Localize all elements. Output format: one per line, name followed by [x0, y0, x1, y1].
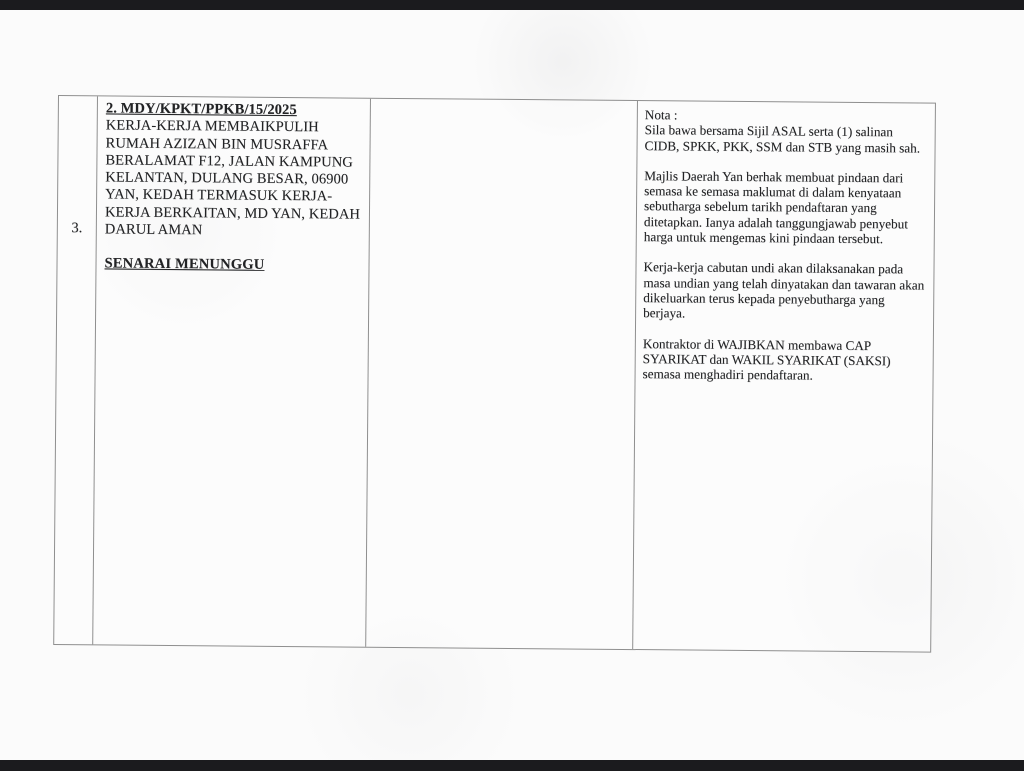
tender-reference: 2. MDY/KPKT/PPKB/15/2025 — [105, 100, 297, 119]
tender-description: KERJA-KERJA MEMBAIKPULIH RUMAH AZIZAN BIN MUSRAFFA BERALAMAT F12, JALAN KAMPUNG KELANTAN, DULANG BESAR, 06900 YAN, KEDAH TERMASUK KERJA-KERJA BERKAITAN, MD YAN, KEDAH DARUL AMAN — [104, 117, 361, 239]
nota-label: Nota : — [644, 107, 678, 123]
column-tender-description — [93, 96, 371, 646]
scan-border-bottom — [0, 760, 1024, 771]
column-empty — [366, 99, 638, 649]
item-number: 3. — [71, 220, 83, 237]
tender-notice-table — [53, 95, 936, 653]
scan-border-top — [0, 0, 1024, 10]
nota-paragraph-documents: Sila bawa bersama Sijil ASAL serta (1) salinan CIDB, SPKK, PKK, SSM dan STB yang masih sah. — [644, 122, 921, 156]
tender-status: SENARAI MENUNGGU — [104, 255, 265, 274]
nota-paragraph-amendment-rights: Majlis Daerah Yan berhak membuat pindaan dari semasa ke semasa maklumat di dalam kenyataan sebutharga sebelum tarikh pendaftaran yang ditetapkan. Ianya adalah tanggungjawab penyebut harga untuk mengemas kini pindaan tersebut. — [643, 168, 908, 247]
column-nota — [633, 101, 935, 652]
column-item-number — [54, 96, 98, 644]
nota-paragraph-contractor-requirements: Kontraktor di WAJIBKAN membawa CAP SYARIKAT dan WAKIL SYARIKAT (SAKSI) semasa menghadiri pendaftaran. — [642, 335, 891, 383]
nota-paragraph-ballot: Kerja-kerja cabutan undi akan dilaksanakan pada masa undian yang telah dinyatakan dan tawaran akan dikeluarkan terus kepada penyebutharga yang berjaya. — [643, 259, 925, 321]
